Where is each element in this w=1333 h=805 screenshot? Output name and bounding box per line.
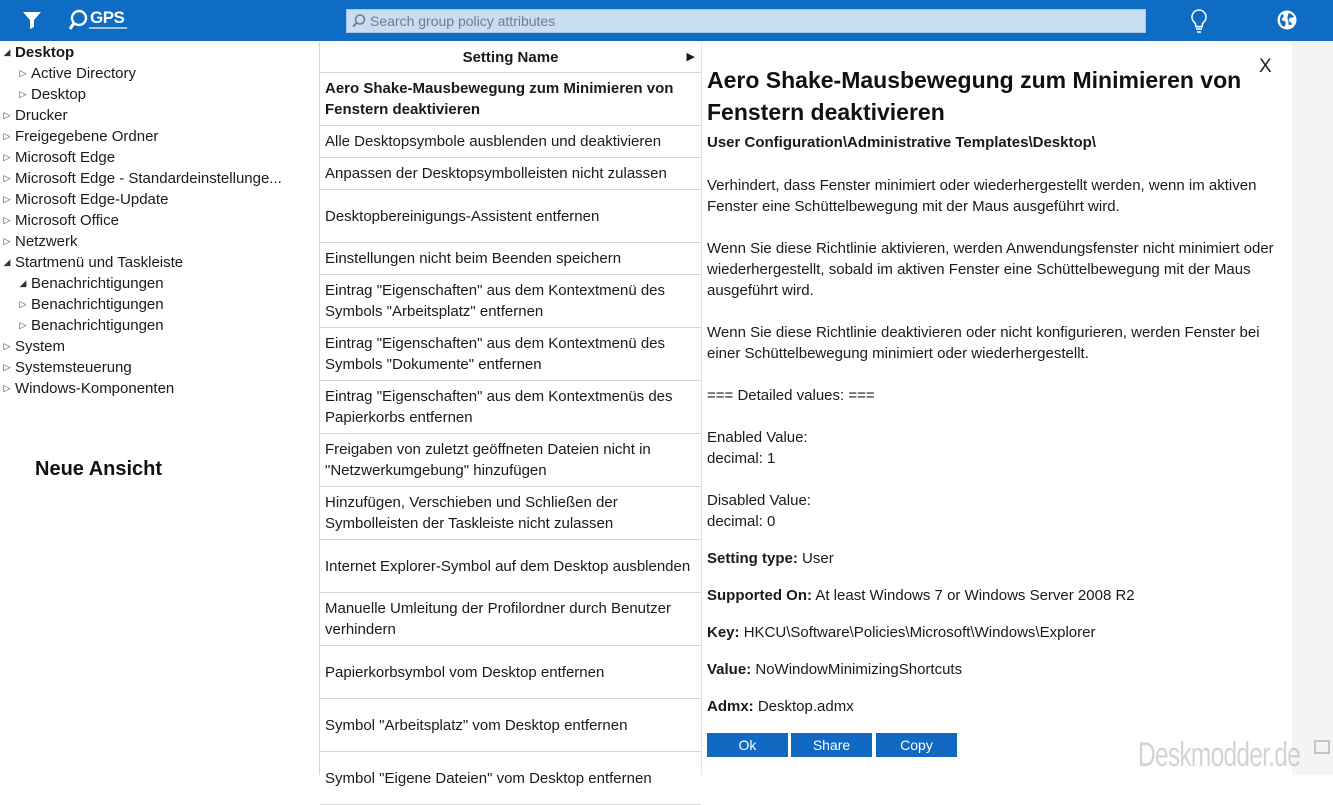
tree-item-benachrichtigungen-3[interactable]	[0, 315, 318, 336]
copy-button[interactable]: Copy	[876, 733, 957, 757]
collapsed-icon[interactable]: ▷	[3, 110, 11, 120]
tree-item-system[interactable]	[0, 336, 318, 357]
detail-description-1: Verhindert, dass Fenster minimiert oder wiederhergestellt werden, wenn im aktiven Fenster eine Schüttelbewegung mit der Maus ausgeführt wird.	[707, 177, 1257, 215]
collapsed-icon[interactable]: ▷	[3, 362, 11, 372]
watermark: Deskmodder.de	[1138, 736, 1301, 774]
detailed-values-header: === Detailed values: ===	[707, 387, 875, 404]
collapsed-icon[interactable]: ▷	[3, 152, 11, 162]
registry-value	[707, 659, 1297, 680]
logo-text: GPS	[90, 8, 125, 27]
collapsed-icon[interactable]: ▷	[3, 131, 11, 141]
collapsed-icon[interactable]: ▷	[19, 320, 27, 330]
tree-item-startmenue[interactable]	[0, 252, 318, 273]
filter-icon[interactable]	[20, 9, 44, 31]
tree-item-microsoft-edge-update[interactable]	[0, 189, 318, 210]
tree-item-label: Freigegebene Ordner	[15, 128, 159, 145]
tree-item-label: Microsoft Office	[15, 212, 119, 229]
tree-item-desktop[interactable]	[0, 42, 318, 63]
tree-item-desktop-sub[interactable]	[0, 84, 318, 105]
tree-item-label: Benachrichtigungen	[31, 296, 164, 313]
list-item[interactable]: Anpassen der Desktopsymbolleisten nicht zulassen	[320, 158, 701, 190]
collapsed-icon[interactable]: ▷	[3, 194, 11, 204]
setting-type-value: User	[802, 550, 834, 567]
tree-item-label: Systemsteuerung	[15, 359, 132, 376]
admx-file	[707, 696, 1297, 717]
expanded-icon[interactable]: ◢	[3, 47, 11, 57]
list-item[interactable]: Hinzufügen, Verschieben und Schließen der Symbolleisten der Taskleiste nicht zulassen	[320, 487, 701, 540]
collapsed-icon[interactable]: ▷	[3, 215, 11, 225]
tree-item-windows-komponenten[interactable]	[0, 378, 318, 399]
list-item[interactable]: Manuelle Umleitung der Profilordner durch Benutzer verhindern	[320, 593, 701, 646]
tree-item-label: Windows-Komponenten	[15, 380, 175, 397]
collapsed-icon[interactable]: ▷	[19, 68, 27, 78]
gps-logo	[69, 7, 133, 35]
policy-tree	[0, 42, 318, 462]
sort-arrow-icon[interactable]: ▶	[686, 51, 695, 63]
share-button[interactable]: Share	[791, 733, 872, 757]
detail-path: User Configuration\Administrative Templates\Desktop\	[707, 134, 1096, 151]
tree-item-label: Drucker	[15, 107, 68, 124]
expanded-icon[interactable]: ◢	[3, 257, 11, 267]
detail-description-2: Wenn Sie diese Richtlinie aktivieren, werden Anwendungsfenster nicht minimiert oder wiederhergestellt, sobald im aktiven Fenster eine Schüttelbewegung mit der Maus ausgeführt wird.	[707, 240, 1274, 299]
detail-panel	[701, 42, 1292, 775]
tree-item-label: Microsoft Edge	[15, 149, 116, 166]
admx-label: Admx:	[707, 698, 754, 715]
annotation-label: Neue Ansicht	[35, 458, 163, 480]
setting-type	[707, 548, 1297, 569]
registry-key-value: HKCU\Software\Policies\Microsoft\Windows\Explorer	[743, 624, 1096, 641]
tree-item-netzwerk[interactable]	[0, 231, 318, 252]
tree-item-label: Startmenü und Taskleiste	[15, 254, 184, 271]
list-item[interactable]: Symbol "Eigene Dateien" vom Desktop entfernen	[320, 752, 701, 805]
list-item[interactable]: Eintrag "Eigenschaften" aus dem Kontextmenüs des Papierkorbs entfernen	[320, 381, 701, 434]
close-button[interactable]: X	[1259, 56, 1272, 77]
detail-description-3: Wenn Sie diese Richtlinie deaktivieren oder nicht konfigurieren, werden Fenster bei einer Schüttelbewegung minimiert oder wiederhergestellt.	[707, 324, 1260, 362]
list-item[interactable]: Alle Desktopsymbole ausblenden und deaktivieren	[320, 126, 701, 158]
tree-item-label: Microsoft Edge - Standardeinstellunge...	[15, 170, 282, 187]
tree-item-benachrichtigungen-2[interactable]	[0, 294, 318, 315]
collapsed-icon[interactable]: ▷	[3, 173, 11, 183]
list-item[interactable]: Papierkorbsymbol vom Desktop entfernen	[320, 646, 701, 699]
admx-value: Desktop.admx	[757, 698, 854, 715]
disabled-value-label: Disabled Value:	[707, 492, 811, 509]
tree-item-systemsteuerung[interactable]	[0, 357, 318, 378]
enabled-value-label: Enabled Value:	[707, 429, 808, 446]
settings-list	[319, 42, 701, 787]
globe-icon[interactable]	[1275, 8, 1299, 32]
registry-value-value: NoWindowMinimizingShortcuts	[755, 661, 963, 678]
list-item[interactable]: Desktopbereinigungs-Assistent entfernen	[320, 190, 701, 243]
tree-item-label: Active Directory	[31, 65, 137, 82]
list-item[interactable]: Einstellungen nicht beim Beenden speichern	[320, 243, 701, 275]
registry-value-label: Value:	[707, 661, 752, 678]
collapsed-icon[interactable]: ▷	[3, 236, 11, 246]
collapsed-icon[interactable]: ▷	[19, 299, 27, 309]
tree-item-label: Benachrichtigungen	[31, 317, 164, 334]
tree-item-label: Microsoft Edge-Update	[15, 191, 169, 208]
tree-item-microsoft-edge[interactable]	[0, 147, 318, 168]
registry-key-label: Key:	[707, 624, 740, 641]
detail-title: Aero Shake-Mausbewegung zum Minimieren von Fenstern deaktivieren	[707, 67, 1242, 125]
supported-on-value: At least Windows 7 or Windows Server 2008 R2	[815, 587, 1135, 604]
list-item[interactable]: Aero Shake-Mausbewegung zum Minimieren von Fenstern deaktivieren	[320, 73, 701, 126]
setting-type-label: Setting type:	[707, 550, 798, 567]
collapsed-icon[interactable]: ▷	[3, 341, 11, 351]
expanded-icon[interactable]: ◢	[19, 278, 27, 288]
lightbulb-icon[interactable]	[1186, 7, 1212, 35]
tree-item-benachrichtigungen-1[interactable]	[0, 273, 318, 294]
tree-item-label: Desktop	[15, 44, 75, 61]
tree-item-label: Desktop	[31, 86, 87, 103]
list-item[interactable]: Eintrag "Eigenschaften" aus dem Kontextmenü des Symbols "Arbeitsplatz" entfernen	[320, 275, 701, 328]
tree-item-drucker[interactable]	[0, 105, 318, 126]
collapsed-icon[interactable]: ▷	[3, 383, 11, 393]
collapsed-icon[interactable]: ▷	[19, 89, 27, 99]
tree-item-label: Benachrichtigungen	[31, 275, 164, 292]
tree-item-microsoft-office[interactable]	[0, 210, 318, 231]
watermark-icon	[1314, 740, 1330, 754]
supported-on-label: Supported On:	[707, 587, 812, 604]
tree-item-label: System	[15, 338, 66, 355]
tree-item-active-directory[interactable]	[0, 63, 318, 84]
ok-button[interactable]: Ok	[707, 733, 788, 757]
search-icon	[351, 13, 367, 29]
tree-item-microsoft-edge-standard[interactable]	[0, 168, 318, 189]
logo-underline	[89, 27, 127, 29]
tree-item-label: Netzwerk	[15, 233, 78, 250]
search-input[interactable]	[370, 13, 1130, 29]
list-item[interactable]: Freigaben von zuletzt geöffneten Dateien nicht in "Netzwerkumgebung" hinzufügen	[320, 434, 701, 487]
search-box[interactable]	[346, 9, 1146, 33]
column-header-setting-name[interactable]	[320, 42, 701, 73]
supported-on	[707, 585, 1297, 606]
list-item[interactable]: Internet Explorer-Symbol auf dem Desktop ausblenden	[320, 540, 701, 593]
list-item[interactable]: Eintrag "Eigenschaften" aus dem Kontextmenü des Symbols "Dokumente" entfernen	[320, 328, 701, 381]
enabled-value: decimal: 1	[707, 450, 776, 467]
list-item[interactable]: Symbol "Arbeitsplatz" vom Desktop entfernen	[320, 699, 701, 752]
column-header-label: Setting Name	[462, 49, 559, 66]
disabled-value: decimal: 0	[707, 513, 776, 530]
top-bar	[0, 0, 1333, 41]
registry-key	[707, 622, 1297, 643]
right-gutter	[1292, 42, 1333, 775]
tree-item-freigegebene-ordner[interactable]	[0, 126, 318, 147]
